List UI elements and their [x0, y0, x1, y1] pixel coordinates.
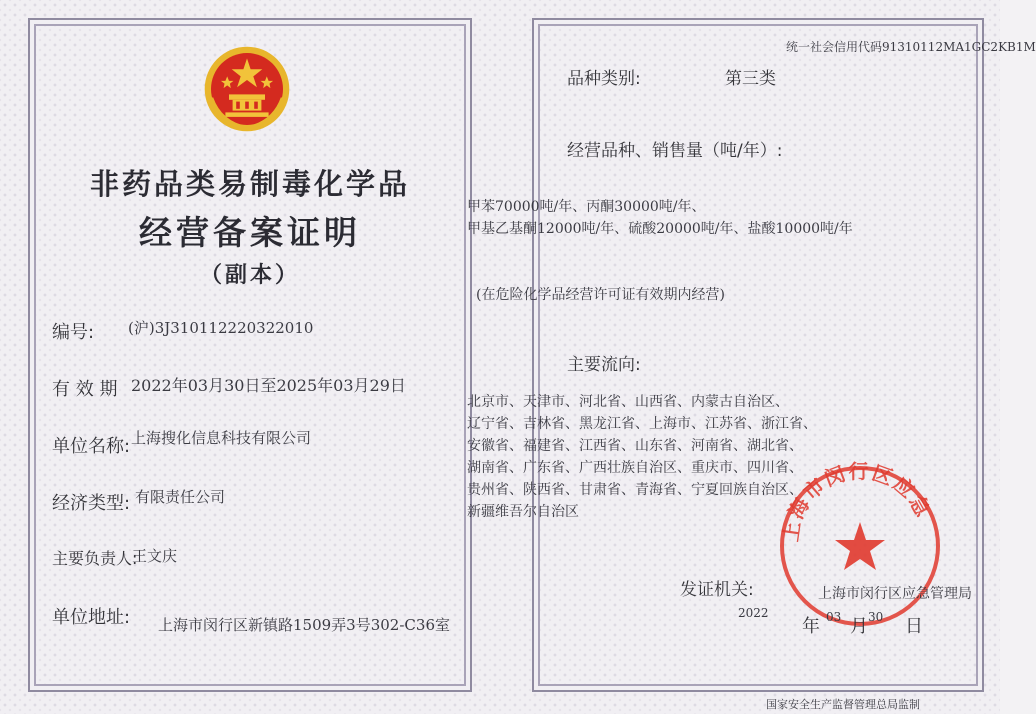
issuer-value: 上海市闵行区应急管理局	[818, 586, 972, 602]
address-label: 单位地址:	[52, 607, 131, 628]
company-label: 单位名称:	[52, 436, 131, 457]
number-label: 编号:	[52, 322, 95, 343]
validity-note: (在危险化学品经营许可证有效期内经营)	[476, 287, 725, 303]
products-line-2: 甲基乙基酮12000吨/年、硫酸20000吨/年、盐酸10000吨/年	[467, 221, 853, 237]
year-char: 年	[802, 616, 820, 637]
flow-line-1: 北京市、天津市、河北省、山西省、内蒙古自治区、	[467, 394, 789, 410]
category-label: 品种类别:	[567, 69, 641, 89]
number-value: (沪)3J310112220322010	[128, 319, 314, 337]
flow-line-4: 湖南省、广东省、广西壮族自治区、重庆市、四川省、	[467, 460, 803, 476]
issuer-label: 发证机关:	[680, 580, 754, 600]
national-emblem-icon	[202, 44, 292, 134]
flow-line-3: 安徽省、福建省、江西省、山东省、河南省、湖北省、	[467, 438, 803, 454]
person-in-charge-label: 主要负责人:	[52, 549, 138, 568]
day-char: 日	[905, 616, 923, 637]
economic-type-label: 经济类型:	[52, 493, 131, 514]
address-value: 上海市闵行区新镇路1509弄3号302-C36室	[158, 616, 450, 634]
person-in-charge-value: 王文庆	[132, 547, 178, 565]
products-volume-label: 经营品种、销售量（吨/年）:	[567, 141, 783, 161]
credit-code: 统一社会信用代码91310112MA1GC2KB1M	[786, 40, 1036, 54]
validity-label: 有 效 期	[52, 379, 118, 400]
svg-text:上海市闵行区应急: 上海市闵行区应急	[778, 459, 937, 544]
company-value: 上海搜化信息科技有限公司	[131, 429, 312, 447]
footer-supervisor: 国家安全生产监督管理总局监制	[766, 698, 920, 711]
official-seal-icon	[770, 456, 950, 636]
flow-line-6: 新疆维吾尔自治区	[467, 504, 579, 520]
issue-year-value: 2022	[738, 606, 769, 620]
validity-value: 2022年03月30日至2025年03月29日	[131, 376, 406, 395]
month-char: 月	[850, 616, 868, 637]
certificate-subtitle: 经营备案证明	[139, 213, 361, 252]
certificate-title: 非药品类易制毒化学品	[89, 167, 410, 201]
products-line-1: 甲苯70000吨/年、丙酮30000吨/年、	[467, 199, 706, 215]
flow-line-5: 贵州省、陕西省、甘肃省、青海省、宁夏回族自治区、	[467, 482, 803, 498]
main-flow-label: 主要流向:	[567, 355, 641, 375]
flow-line-2: 辽宁省、吉林省、黑龙江省、上海市、江苏省、浙江省、	[467, 416, 817, 432]
category-value: 第三类	[725, 69, 776, 89]
issue-month-value: 03	[826, 610, 842, 624]
economic-type-value: 有限责任公司	[135, 488, 226, 506]
copy-label: （副本）	[199, 262, 300, 288]
issue-day-value: 30	[868, 610, 884, 624]
